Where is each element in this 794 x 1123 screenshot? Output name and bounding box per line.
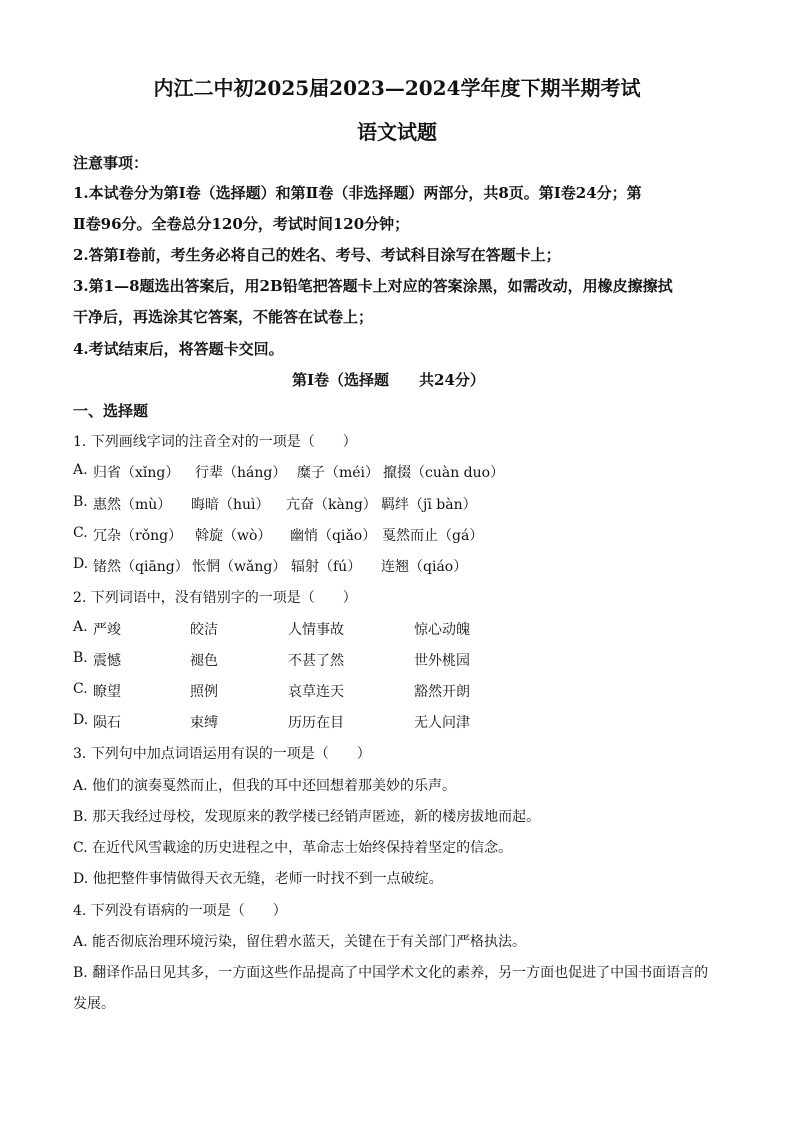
option-item: 豁然开朗 [414, 684, 470, 700]
option-item: 连翘（qiáo） [381, 559, 468, 575]
option-letter: A. [73, 619, 88, 635]
option-item: 哀草连天 [288, 684, 344, 700]
option-sentence: A. 他们的演奏戛然而止，但我的耳中还回想着那美妙的乐声。 [73, 778, 457, 794]
option-item: 攛掇（cuàn duo） [383, 465, 505, 481]
option-letter: C. [73, 525, 88, 541]
part-heading: 一、选择题 [73, 402, 149, 420]
option-item: 羁绊（jī bàn） [381, 497, 477, 513]
exam-subtitle: 语文试题 [357, 120, 437, 144]
notes-line: 2.答第Ⅰ卷前，考生务必将自己的姓名、考号、考试科目涂写在答题卡上； [73, 246, 561, 264]
option-item: 照例 [190, 684, 218, 700]
option-letter: B. [73, 650, 88, 666]
option-item: 归省（xǐng） [93, 465, 180, 481]
option-item: 戛然而止（gá） [382, 528, 484, 544]
option-item: 陨石 [93, 715, 121, 731]
notes-line: Ⅱ卷96分。全卷总分120分，考试时间120分钟； [73, 215, 410, 233]
option-sentence: B. 那天我经过母校，发现原来的教学楼已经销声匿迹，新的楼房拔地而起。 [73, 809, 541, 825]
option-item: 斡旋（wò） [195, 528, 272, 544]
option-letter: D. [73, 556, 89, 572]
question-stem: 1. 下列画线字词的注音全对的一项是（ ） [73, 434, 357, 450]
option-item: 怅惘（wǎng） [192, 559, 287, 575]
option-item: 无人问津 [414, 715, 470, 731]
option-item: 不甚了然 [288, 653, 344, 669]
option-letter: B. [73, 494, 88, 510]
option-sentence: C. 在近代风雪載途的历史进程之中，革命志士始终保持着坚定的信念。 [73, 840, 513, 856]
option-item: 惊心动魄 [414, 622, 470, 638]
section-header: 第Ⅰ卷（选择题 共24分） [292, 371, 485, 389]
notes-line: 4.考试结束后，将答题卡交回。 [73, 340, 284, 358]
option-sentence: 发展。 [73, 996, 115, 1012]
option-item: 震憾 [93, 653, 121, 669]
exam-title: 内江二中初2025届2023—2024学年度下期半期考试 [153, 76, 641, 100]
option-item: 严竣 [93, 622, 121, 638]
option-letter: C. [73, 681, 88, 697]
option-item: 冗杂（rǒng） [93, 528, 183, 544]
option-item: 皎洁 [190, 622, 218, 638]
notes-line: 干净后，再选涂其它答案，不能答在试卷上； [73, 308, 374, 326]
question-stem: 3. 下列句中加点词语运用有误的一项是（ ） [73, 746, 371, 762]
option-item: 历历在目 [288, 715, 344, 731]
question-stem: 2. 下列词语中，没有错别字的一项是（ ） [73, 590, 357, 606]
notes-line: 1.本试卷分为第Ⅰ卷（选择题）和第Ⅱ卷（非选择题）两部分，共8页。第Ⅰ卷24分；第 [73, 184, 642, 202]
option-item: 晦暗（huì） [191, 497, 270, 513]
option-letter: D. [73, 712, 89, 728]
option-sentence: A. 能否彻底治理环境污染，留住碧水蓝天，关键在于有关部门严格执法。 [73, 934, 527, 950]
option-item: 行辈（háng） [195, 465, 287, 481]
option-item: 瞭望 [93, 684, 121, 700]
option-item: 惠然（mù） [93, 497, 172, 513]
option-sentence: B. 翻译作品日见其多，一方面这些作品提高了中国学术文化的素养，另一方面也促进了中国书面语言的 [73, 965, 709, 981]
option-item: 亢奋（kàng） [286, 497, 377, 513]
question-stem: 4. 下列没有语病的一项是（ ） [73, 903, 287, 919]
option-sentence: D. 他把整件事情做得天衣无缝，老师一时找不到一点破绽。 [73, 871, 443, 887]
notes-line: 3.第1—8题选出答案后，用2B铅笔把答题卡上对应的答案涂黑，如需改动，用橡皮擦擦拭 [73, 277, 673, 295]
option-item: 人情事故 [288, 622, 344, 638]
option-item: 世外桃园 [414, 653, 470, 669]
notes-heading: 注意事项： [73, 154, 149, 172]
option-item: 锗然（qiāng） [93, 559, 189, 575]
option-item: 幽悄（qiǎo） [290, 528, 377, 544]
option-item: 束缚 [190, 715, 218, 731]
option-item: 褪色 [190, 653, 218, 669]
option-letter: A. [73, 462, 88, 478]
option-item: 辐射（fú） [291, 559, 362, 575]
option-item: 糜子（méi） [297, 465, 380, 481]
